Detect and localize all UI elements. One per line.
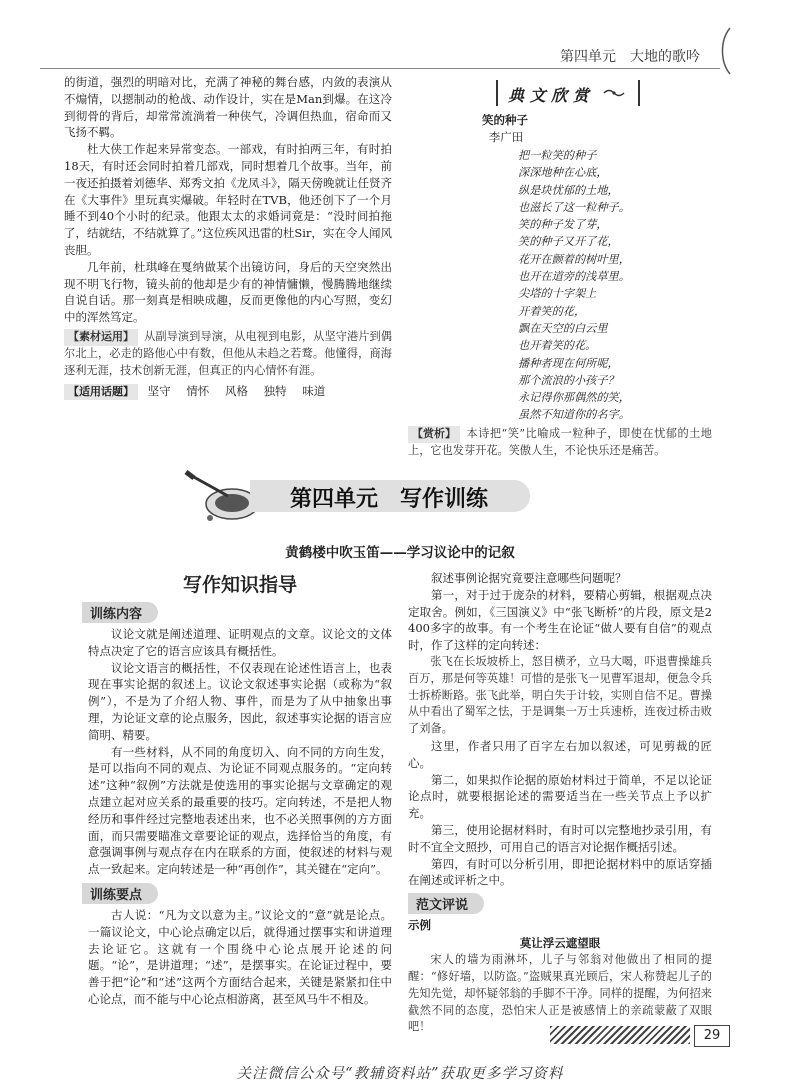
footer-watermark: 关注微信公众号“教辅资料站”获取更多学习资料 bbox=[236, 1066, 564, 1082]
topic-item: 情怀 bbox=[186, 384, 210, 399]
poem-line: 那个流浪的小孩子？ bbox=[518, 373, 619, 387]
right-bottom-column bbox=[408, 570, 712, 1036]
poem-line: 开着笑的花， bbox=[518, 304, 586, 318]
page-footer bbox=[0, 1020, 800, 1085]
example-label: 示例 bbox=[408, 918, 431, 933]
quote-paragraph: 张飞在长坂坡桥上，怒目横矛，立马大喝，吓退曹操雄兵百万，那是何等英雄！可惜的是张飞一见曹军退却，便急令兵士拆桥断路。张飞此举，明白失于计较，实则自信不足。曹操从中看出了蜀军之怯，于是调集一万士兵速桥，连夜过桥击败了刘备。 bbox=[408, 654, 712, 736]
knowledge-title: 写作知识指导 bbox=[182, 574, 297, 596]
poem-line: 永记得你那偶然的笑， bbox=[518, 391, 630, 405]
poem-line: 笑的种子又开了花， bbox=[518, 235, 619, 249]
poem-line: 深深地种在心底， bbox=[518, 166, 608, 180]
model-essay-heading bbox=[408, 893, 712, 914]
classic-section-title: 典 文 欣 赏 bbox=[508, 86, 589, 105]
topic-item: 坚守 bbox=[147, 384, 171, 399]
poem-line: 把一粒笑的种子 bbox=[518, 149, 597, 162]
poem-line: 笑的种子发了芽， bbox=[518, 218, 608, 232]
method-paragraph: 叙述事例论据究竟要注意哪些问题呢？ bbox=[431, 571, 627, 585]
right-top-column bbox=[408, 80, 712, 459]
poem-line: 纵是块忧郁的土地， bbox=[518, 183, 619, 197]
topics-label: 【适用话题】 bbox=[64, 384, 138, 400]
model-essay-label: 范文评说 bbox=[408, 893, 484, 914]
topic-item: 独特 bbox=[263, 384, 287, 399]
poem-line: 虽然不知道你的名字。 bbox=[518, 408, 630, 422]
topic-item: 风格 bbox=[224, 384, 248, 399]
poem-line: 也滋长了这一粒种子。 bbox=[518, 200, 630, 214]
poem-body bbox=[518, 147, 712, 424]
left-bottom-column bbox=[88, 570, 392, 1008]
poem-line: 播种者现在何所呢， bbox=[518, 356, 619, 370]
topics-row bbox=[64, 383, 392, 400]
knowledge-paragraph: 有一些材料，从不同的角度切入、向不同的方向生发，是可以指向不同的观点、为论证不同观点服务的。“定向转述”这种“叙例”方法就是使选用的事实论据与文章确定的观点建立起对应关系的最重要的技巧。定向转述，不是把人物经历和事件经过完整地表述出来，也不必关照事例的方方面面，而只需要瞄准文章要论证的观点，选择恰当的角度，有意强调事例与观点存在内在联系的方面，使叙述的材料与观点一致起来。定向转述是一种“再创作”，其关键在“定向”。 bbox=[88, 744, 392, 877]
footer-hatch bbox=[550, 1026, 690, 1044]
appreciation-text: 本诗把“笑”比喻成一粒种子，即使在忧郁的土地上，它也发芽开花。笑傲人生，不论快乐还是痛苦。 bbox=[408, 426, 712, 457]
material-label: 【素材运用】 bbox=[64, 329, 138, 346]
method-paragraph: 这里，作者只用了百字左右加以叙述，可见剪裁的匠心。 bbox=[408, 738, 712, 770]
material-usage bbox=[64, 329, 392, 379]
training-content-label: 训练内容 bbox=[82, 602, 158, 623]
poem-line: 也开着笑的花。 bbox=[518, 339, 597, 353]
ornament-icon bbox=[602, 88, 628, 98]
method-paragraph: 第二，如果拟作论据的原始材料过于简单，不足以论证论点时，就要根据论述的需要适当在一些关节点上予以扩充。 bbox=[408, 772, 712, 821]
knowledge-paragraph: 古人说：“凡为文以意为主。”议论文的“意”就是论点。一篇议论文，中心论点确定以后，就得通过摆事实和讲道理去论证它。这就有一个围绕中心论点展开论述的问题。“论”，是讲道理；“述”，是摆事实。在论证过程中，要善于把“论”和“述”这两个方面结合起来，关键是紧紧扣住中心论点，而不能与中心论点相游离，甚至风马牛不相及。 bbox=[88, 907, 392, 1006]
training-content-heading bbox=[82, 602, 392, 623]
classic-section-header bbox=[496, 80, 640, 106]
method-paragraph: 第三，使用论据材料时，有时可以完整地抄录引用，有时不宜全文照抄，可用自己的语言对论据作概括引述。 bbox=[408, 822, 712, 854]
header-unit-title: 第四单元 大地的歌吟 bbox=[560, 49, 700, 65]
article-paragraph: 的街道，强烈的明暗对比，充满了神秘的舞台感，内敛的表演从不煽情，以摁制动的枪战、动作设计，实在是Man到爆。在这冷到彻骨的背后，却常常流淌着一种侠气，冷调但热血，宿命而又飞扬不羁。 bbox=[64, 75, 392, 140]
unit-banner bbox=[180, 470, 650, 520]
poem-author: 李广田 bbox=[488, 130, 524, 144]
training-points-heading bbox=[82, 883, 392, 904]
method-paragraph: 第四，有时可以分析引用，即把论据材料中的原话穿插在阐述或评析之中。 bbox=[408, 856, 712, 888]
page-number: 29 bbox=[694, 1025, 730, 1047]
knowledge-paragraph: 议论文就是阐述道理、证明观点的文章。议论文的文体特点决定了它的语言应该具有概括性。 bbox=[88, 627, 392, 658]
training-points-label: 训练要点 bbox=[82, 883, 158, 904]
appreciation bbox=[408, 426, 712, 460]
material-text: 从副导演到导演，从电视到电影，从坚守港片到偶尔北上，必走的路他心中有数，但他从未趋之若鹜。他懂得，商海逐利无涯，技术创新无涯，但真正的内心情怀有涯。 bbox=[64, 329, 392, 377]
poem-title: 笑的种子 bbox=[482, 113, 528, 127]
knowledge-paragraph: 议论文语言的概括性，不仅表现在论述性语言上，也表现在事实论据的叙述上。议论文叙述事实论据（或称为“叙例”），不是为了介绍人物、事件，而是为了从中抽象出事理，为论证文章的论点服务，因此，叙述事实论据的语言应简明、精要。 bbox=[88, 660, 392, 742]
poem-line: 也开在道旁的浅草里。 bbox=[518, 270, 630, 284]
example-title: 莫让浮云遮望眼 bbox=[519, 936, 601, 951]
poem-line: 飘在天空的白云里 bbox=[518, 321, 608, 335]
article-paragraph: 几年前，杜琪峰在戛纳做某个出镜访问，身后的天空突然出现不明飞行物，镜头前的他却是少有的神情慵懒，慢腾腾地继续自说自话。那一刻真是相映成趣，反而更像他的内心写照，变幻中的浑然笃定。 bbox=[64, 259, 392, 325]
poem-line: 尖塔的十字架上 bbox=[518, 287, 597, 301]
article-paragraph: 杜大侠工作起来异常变态。一部戏，有时拍两三年，有时拍18天，有时还会同时拍着几部戏，同时想着几个故事。当年，前一夜还拍摄着刘德华、郑秀文拍《龙凤斗》，隔天傍晚就让任贤齐在《大事件》里玩真实爆破。年轻时在TVB，他还创下了一个月睡不到40个小时的纪录。他跟太太的求婚词竟是：“没时间拍拖了，结就结，不结就算了。”这位疾风迅雷的杜Sir，实在令人闻风丧胆。 bbox=[64, 142, 392, 257]
appreciation-label: 【赏析】 bbox=[408, 426, 460, 443]
header-rule bbox=[40, 68, 720, 69]
banner-title: 第四单元 写作训练 bbox=[290, 487, 489, 512]
topic-item: 味道 bbox=[302, 384, 326, 399]
lesson-subtitle: 黄鹤楼中吹玉笛——学习议论中的记叙 bbox=[285, 545, 515, 561]
page-header bbox=[0, 0, 800, 70]
example-text: 宋人的墙为雨淋坏，儿子与邻翁对他做出了相同的提醒：“修好墙，以防盗。”盗贼果真光顾后，宋人称赞起儿子的先知先觉，却怀疑邻翁的手脚不干净。同样的提醒，为何招来截然不同的态度，恐怕宋人正是被感情上的亲疏蒙蔽了双眼吧！ bbox=[408, 953, 712, 1034]
method-paragraph: 第一，对于过于庞杂的材料，要精心剪辑，根据观点决定取舍。例如，《三国演义》中“张飞断桥”的片段，原文是2 400多字的故事。有一个考生在论证“做人要有自信”的观点时，作了这样的定向转述： bbox=[408, 587, 712, 653]
poem-line: 花开在颤着的树叶里， bbox=[518, 252, 630, 266]
